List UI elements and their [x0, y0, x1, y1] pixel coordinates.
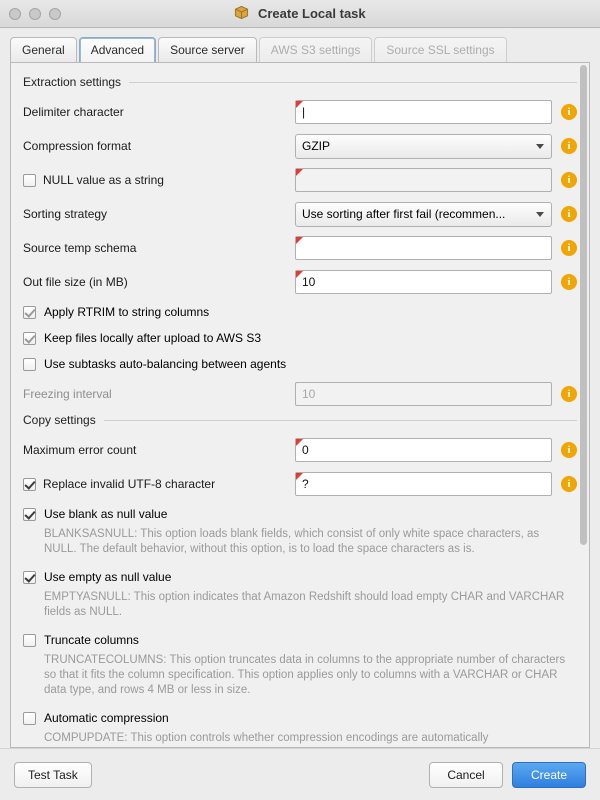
- label-delimiter-character: Delimiter character: [23, 105, 124, 119]
- use-subtasks-auto-balancing-label: Use subtasks auto-balancing between agents: [44, 357, 287, 371]
- use-blank-as-null-checkbox[interactable]: [23, 508, 36, 521]
- tab-general[interactable]: General: [10, 37, 77, 63]
- field-replace-invalid-utf8: [295, 472, 552, 496]
- cancel-button[interactable]: Cancel: [429, 762, 503, 788]
- use-empty-as-null-checkbox[interactable]: [23, 571, 36, 584]
- sorting-strategy-select[interactable]: [295, 202, 552, 227]
- field-maximum-error-count: [295, 438, 552, 462]
- settings-scroll-area: [11, 63, 589, 747]
- label-null-value-as-a-string: [23, 173, 295, 187]
- footer-actions: [429, 762, 586, 788]
- field-delimiter-character: [295, 100, 552, 124]
- null-value-as-a-string-label: NULL value as a string: [43, 173, 164, 187]
- info-icon[interactable]: i: [561, 138, 577, 154]
- truncate-columns-checkbox[interactable]: [23, 634, 36, 647]
- row-keep-files-locally[interactable]: [23, 325, 577, 351]
- info-icon[interactable]: i: [561, 274, 577, 290]
- row-use-blank-as-null[interactable]: [23, 501, 577, 527]
- tab-bar[interactable]: [0, 28, 600, 62]
- source-temp-schema-input[interactable]: [295, 236, 552, 260]
- compression-format-select[interactable]: [295, 134, 552, 159]
- row-source-temp-schema: [23, 231, 577, 265]
- close-button[interactable]: [9, 8, 21, 20]
- replace-invalid-utf8-label: Replace invalid UTF-8 character: [43, 477, 216, 491]
- section-divider: [129, 82, 577, 83]
- info-icon[interactable]: i: [561, 206, 577, 222]
- field-null-value-as-a-string: [295, 168, 552, 192]
- truncate-columns-label: Truncate columns: [44, 633, 139, 647]
- tab-aws-s3-settings: AWS S3 settings: [259, 37, 373, 63]
- automatic-compression-label: Automatic compression: [44, 711, 169, 725]
- row-sorting-strategy: [23, 197, 577, 231]
- section-copy-label: Copy settings: [23, 413, 96, 427]
- row-replace-invalid-utf8: [23, 467, 577, 501]
- delimiter-character-input[interactable]: [295, 100, 552, 124]
- title-bar: [0, 0, 600, 28]
- label-source-temp-schema: Source temp schema: [23, 241, 137, 255]
- section-copy-settings: [23, 413, 577, 427]
- use-subtasks-auto-balancing-checkbox[interactable]: [23, 358, 36, 371]
- section-extraction-settings: [23, 75, 577, 89]
- keep-files-locally-label: Keep files locally after upload to AWS S3: [44, 331, 262, 345]
- section-divider: [104, 420, 577, 421]
- info-icon[interactable]: i: [561, 172, 577, 188]
- row-freezing-interval: [23, 377, 577, 411]
- maximum-error-count-input[interactable]: [295, 438, 552, 462]
- package-icon: [234, 5, 249, 23]
- row-truncate-columns[interactable]: [23, 627, 577, 653]
- zoom-button[interactable]: [49, 8, 61, 20]
- row-delimiter-character: [23, 95, 577, 129]
- label-out-file-size: Out file size (in MB): [23, 275, 128, 289]
- row-maximum-error-count: [23, 433, 577, 467]
- use-blank-as-null-description: BLANKSASNULL: This option loads blank fields, which consist of only white space characters, as NULL. The default behavior, without this option, is to load the space characters as is.: [44, 528, 540, 555]
- info-icon[interactable]: i: [561, 476, 577, 492]
- dialog-footer: [0, 748, 600, 800]
- tab-source-server[interactable]: Source server: [158, 37, 257, 63]
- apply-rtrim-checkbox[interactable]: [23, 306, 36, 319]
- window-controls[interactable]: [0, 8, 61, 20]
- field-out-file-size: [295, 270, 552, 294]
- out-file-size-input[interactable]: [295, 270, 552, 294]
- tab-source-ssl-settings: Source SSL settings: [374, 37, 506, 63]
- truncate-columns-description: TRUNCATECOLUMNS: This option truncates data in columns to the appropriate number of characters so that it fits the column specification. This option applies only to columns with a VARCHAR or CHAR data type, and rows 4 MB or less in size.: [44, 654, 566, 696]
- automatic-compression-checkbox[interactable]: [23, 712, 36, 725]
- minimize-button[interactable]: [29, 8, 41, 20]
- info-icon[interactable]: i: [561, 386, 577, 402]
- info-icon[interactable]: i: [561, 104, 577, 120]
- row-automatic-compression[interactable]: [23, 705, 577, 731]
- sorting-strategy-value: Use sorting after first fail (recommen...: [302, 207, 506, 221]
- create-button[interactable]: Create: [512, 762, 586, 788]
- settings-panel: [10, 62, 590, 748]
- test-task-button[interactable]: Test Task: [14, 762, 92, 788]
- field-sorting-strategy: [295, 202, 552, 227]
- field-compression-format: [295, 134, 552, 159]
- label-sorting-strategy: Sorting strategy: [23, 207, 108, 221]
- label-compression-format: Compression format: [23, 139, 132, 153]
- section-extraction-label: Extraction settings: [23, 75, 122, 89]
- null-value-as-a-string-checkbox[interactable]: [23, 174, 36, 187]
- freezing-interval-input[interactable]: [295, 382, 552, 406]
- window-title: [0, 5, 600, 23]
- tab-advanced[interactable]: Advanced: [79, 37, 156, 63]
- use-empty-as-null-label: Use empty as null value: [44, 570, 172, 584]
- keep-files-locally-checkbox[interactable]: [23, 332, 36, 345]
- apply-rtrim-label: Apply RTRIM to string columns: [44, 305, 210, 319]
- null-value-as-a-string-input[interactable]: [295, 168, 552, 192]
- label-freezing-interval: Freezing interval: [23, 387, 112, 401]
- info-icon[interactable]: i: [561, 442, 577, 458]
- use-blank-as-null-label: Use blank as null value: [44, 507, 168, 521]
- row-out-file-size: [23, 265, 577, 299]
- row-use-subtasks-auto-balancing[interactable]: [23, 351, 577, 377]
- replace-invalid-utf8-input[interactable]: [295, 472, 552, 496]
- chevron-down-icon: [536, 212, 544, 217]
- use-empty-as-null-description: EMPTYASNULL: This option indicates that Amazon Redshift should load empty CHAR and VARCHAR fields as NULL.: [44, 591, 565, 618]
- compression-format-value: GZIP: [302, 139, 331, 153]
- row-compression-format: [23, 129, 577, 163]
- label-maximum-error-count: Maximum error count: [23, 443, 137, 457]
- row-null-value-as-a-string: [23, 163, 577, 197]
- label-replace-invalid-utf8: [23, 477, 295, 491]
- row-use-empty-as-null[interactable]: [23, 564, 577, 590]
- row-apply-rtrim[interactable]: [23, 299, 577, 325]
- field-freezing-interval: [295, 382, 552, 406]
- chevron-down-icon: [536, 144, 544, 149]
- field-source-temp-schema: [295, 236, 552, 260]
- scrollbar-thumb[interactable]: [580, 65, 587, 545]
- automatic-compression-description: COMPUPDATE: This option controls whether compression encodings are automatically: [44, 732, 489, 744]
- replace-invalid-utf8-checkbox[interactable]: [23, 478, 36, 491]
- info-icon[interactable]: i: [561, 240, 577, 256]
- window-title-text: Create Local task: [257, 5, 366, 21]
- vertical-scrollbar[interactable]: [580, 65, 587, 745]
